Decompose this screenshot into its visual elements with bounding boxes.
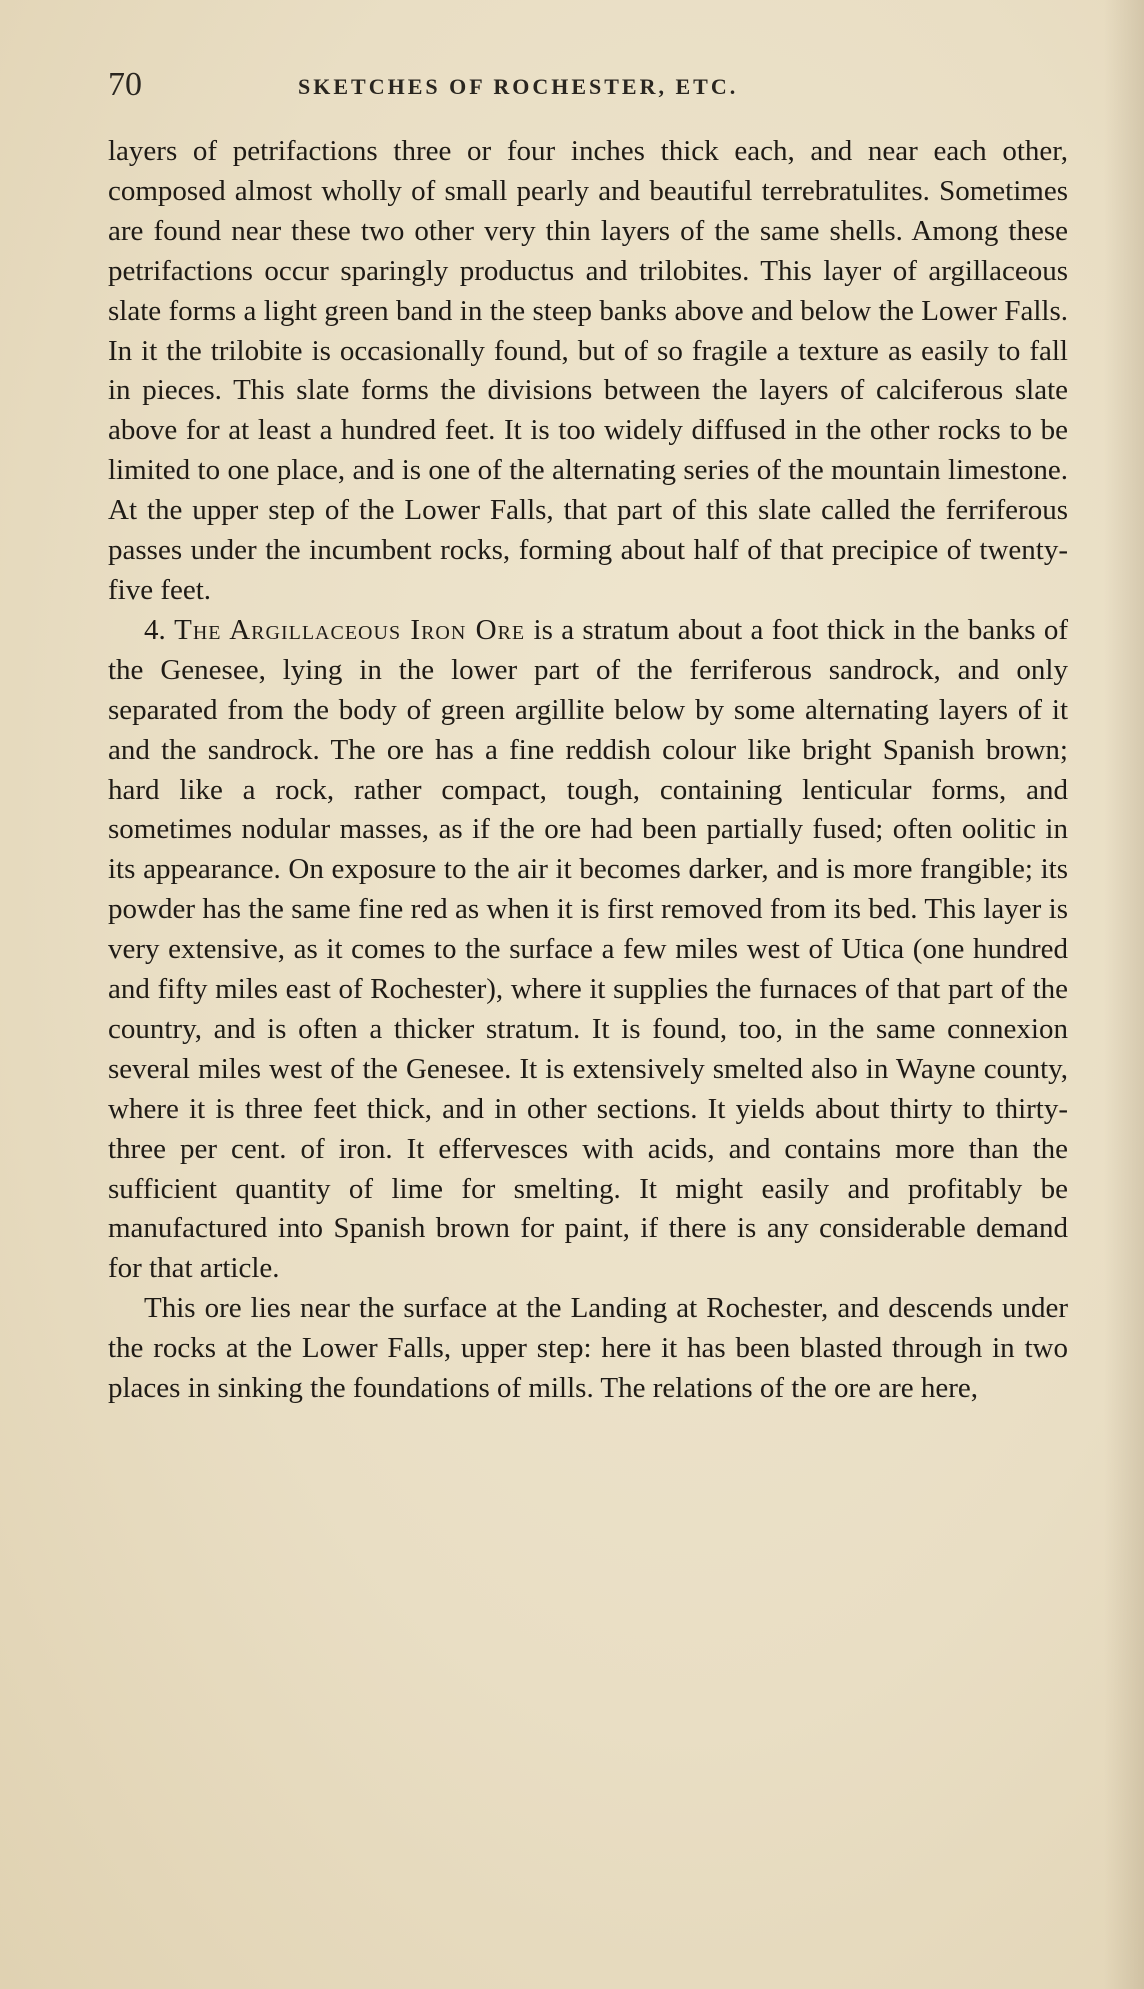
section-number: 4.: [144, 613, 166, 646]
paragraph-iron-ore: [108, 611, 1068, 1289]
page-header: [108, 66, 1068, 114]
page-number: 70: [108, 66, 142, 103]
paragraph-iron-ore-body: is a stratum about a foot thick in the banks of the Genesee, lying in the lower part of the ferriferous sandrock, and only separated from the body of green argillite below by some alternating layers of it and the sandrock. The ore has a fine reddish colour like bright Spanish brown; hard like a rock, rather compact, tough, containing lenticular forms, and sometimes nodular masses, as if the ore had been partially fused; often oolitic in its appearance. On exposure to the air it becomes darker, and is more frangible; its powder has the same fine red as when it is first removed from its bed. This layer is very extensive, as it comes to the surface a few miles west of Utica (one hundred and fifty miles east of Rochester), where it supplies the furnaces of that part of the country, and is often a thicker stratum. It is found, too, in the same connexion several miles west of the Genesee. It is extensively smelted also in Wayne county, where it is three feet thick, and in other sections. It yields about thirty to thirty-three per cent. of iron. It effervesces with acids, and contains more than the sufficient quantity of lime for smelting. It might easily and profitably be manufactured into Spanish brown for paint, if there is any considerable demand for that article.: [108, 613, 1069, 1285]
paragraph-continuation: layers of petrifactions three or four inches thick each, and near each other, composed almost wholly of small pearly and beautiful terrebratulites. Sometimes are found near these two other very thin layers of the same shells. Among these petrifactions occur sparingly productus and trilobites. This layer of argillaceous slate forms a light green band in the steep banks above and below the Lower Falls. In it the trilobite is occasionally found, but of so fragile a texture as easily to fall in pieces. This slate forms the divisions between the layers of calciferous slate above for at least a hundred feet. It is too widely diffused in the other rocks to be limited to one place, and is one of the alternating series of the mountain limestone. At the upper step of the Lower Falls, that part of this slate called the ferriferous passes under the incumbent rocks, forming about half of that precipice of twenty-five feet.: [108, 135, 1068, 606]
body-text: [108, 132, 1068, 1409]
paragraph-ore-location: This ore lies near the surface at the Landing at Rochester, and descends under the rocks at the Lower Falls, upper step: here it has been blasted through in two places in sinking the foundations of mills. The relations of the ore are here,: [108, 1292, 1068, 1405]
page-edge-shadow: [1104, 0, 1144, 1989]
section-heading: The Argillaceous Iron Ore: [174, 613, 526, 646]
running-title: SKETCHES OF ROCHESTER, ETC.: [298, 74, 739, 99]
